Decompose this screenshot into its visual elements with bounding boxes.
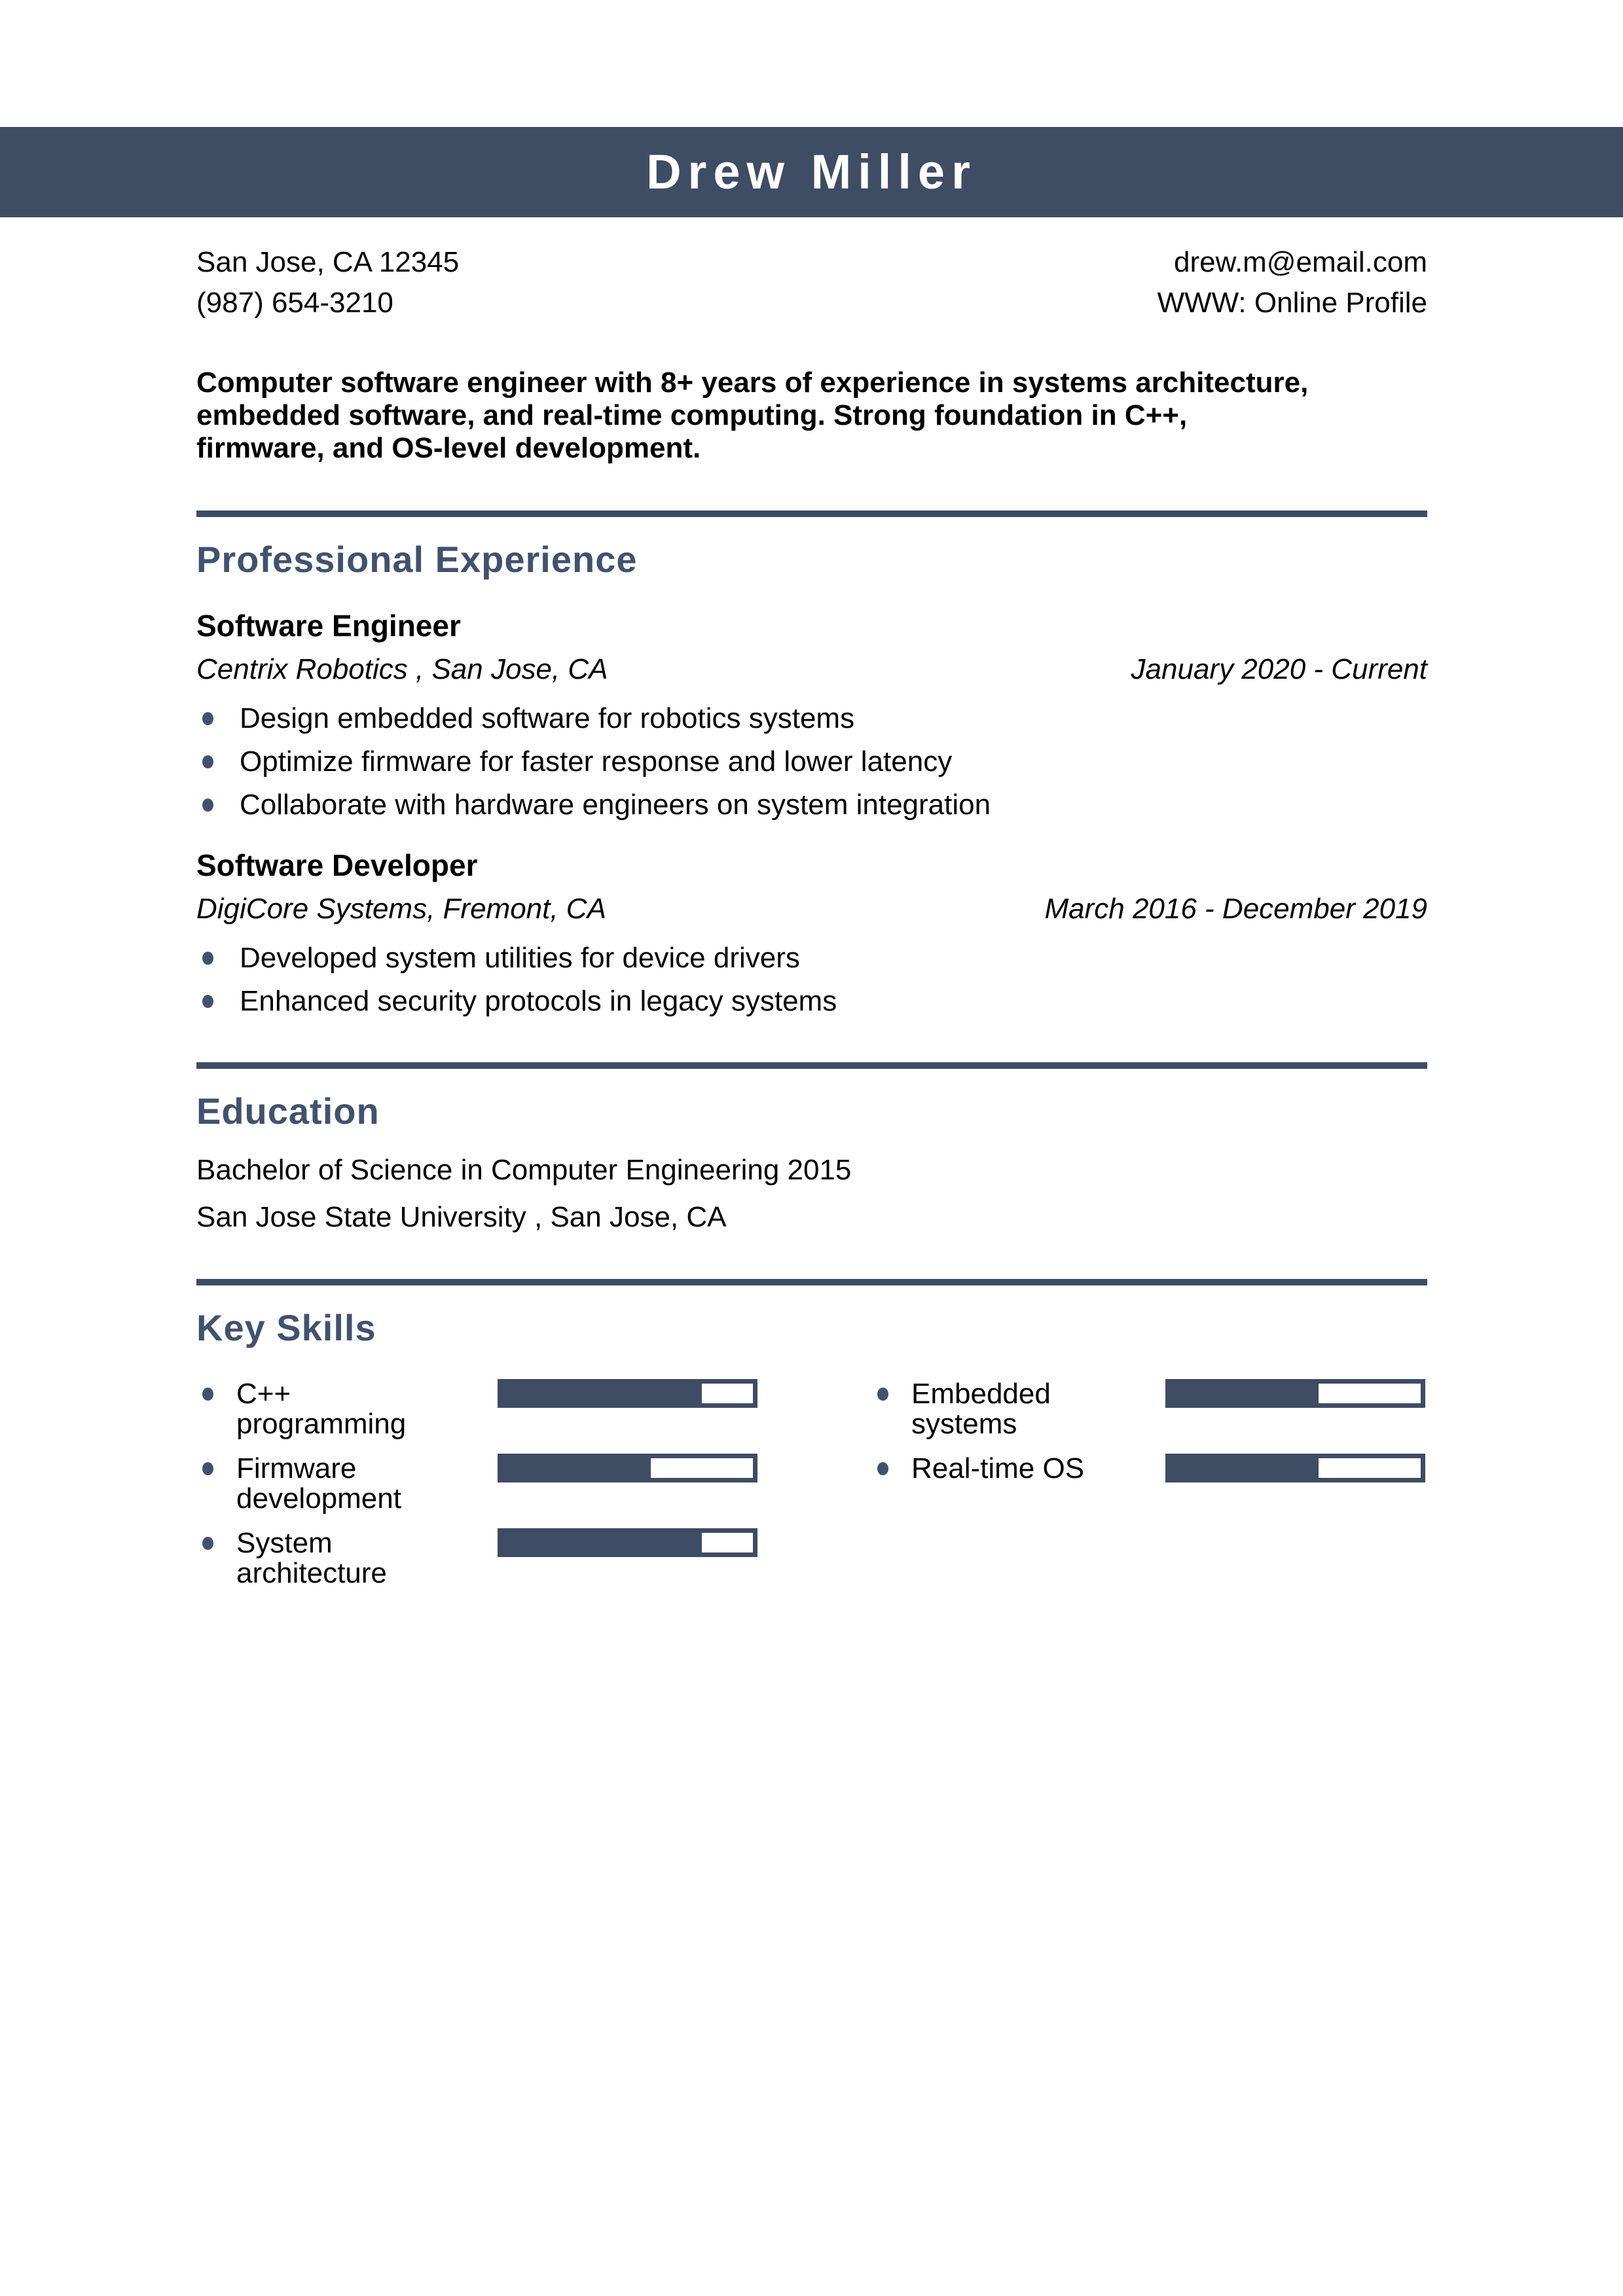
professional-summary: Computer software engineer with 8+ years of experience in systems architecture, embedded software, and real-time computing. Strong foundation in C++, firmware, and OS-level development. bbox=[196, 367, 1309, 464]
job-meta-row bbox=[196, 892, 1427, 926]
bullet-dot bbox=[877, 1388, 888, 1401]
bullet-dot bbox=[877, 1462, 888, 1475]
job-entry bbox=[196, 608, 1427, 820]
contact-phone: (987) 654-3210 bbox=[196, 287, 393, 319]
contact-website: WWW: Online Profile bbox=[1157, 287, 1427, 319]
skill-item bbox=[871, 1454, 1425, 1484]
section-title-education: Education bbox=[196, 1090, 380, 1132]
job-company: Centrix Robotics , San Jose, CA bbox=[196, 653, 608, 685]
job-bullet bbox=[196, 943, 1427, 973]
bullet-dot bbox=[202, 798, 213, 812]
job-title: Software Developer bbox=[196, 848, 478, 882]
job-bullet bbox=[196, 790, 1427, 820]
bullet-text: Developed system utilities for device drivers bbox=[240, 942, 800, 974]
skill-bar bbox=[1165, 1454, 1425, 1482]
skill-item bbox=[196, 1454, 757, 1514]
job-dates: March 2016 - December 2019 bbox=[1044, 893, 1427, 925]
bullet-text: Design embedded software for robotics systems bbox=[240, 702, 855, 734]
job-meta-row bbox=[196, 653, 1427, 687]
bullet-dot bbox=[202, 1462, 213, 1475]
job-bullet-list bbox=[196, 704, 1427, 820]
skill-item bbox=[196, 1528, 757, 1588]
bullet-dot bbox=[202, 1388, 213, 1401]
skill-label: System architecture bbox=[236, 1527, 387, 1589]
bullet-text: Collaborate with hardware engineers on system integration bbox=[240, 789, 991, 821]
job-bullet bbox=[196, 747, 1427, 777]
name-banner bbox=[0, 127, 1623, 217]
skill-bar-remainder bbox=[1319, 1384, 1421, 1403]
section-title-skills: Key Skills bbox=[196, 1307, 376, 1348]
job-bullet bbox=[196, 986, 1427, 1016]
skill-bar bbox=[498, 1454, 757, 1482]
job-company: DigiCore Systems, Fremont, CA bbox=[196, 893, 606, 925]
skill-item bbox=[196, 1379, 757, 1439]
skill-bar bbox=[498, 1528, 757, 1557]
bullet-dot bbox=[202, 995, 213, 1008]
bullet-dot bbox=[202, 712, 213, 725]
section-divider bbox=[196, 1062, 1427, 1069]
bullet-text: Optimize firmware for faster response and lower latency bbox=[240, 745, 953, 778]
bullet-text: Enhanced security protocols in legacy systems bbox=[240, 985, 837, 1017]
bullet-dot bbox=[202, 1537, 213, 1550]
skill-item bbox=[871, 1379, 1425, 1439]
contact-left-column bbox=[196, 242, 459, 323]
contact-right-column bbox=[1158, 242, 1427, 323]
section-divider bbox=[196, 1279, 1427, 1285]
skill-bar bbox=[498, 1379, 757, 1408]
skill-label: Firmware development bbox=[236, 1452, 401, 1515]
skill-bar-remainder bbox=[702, 1384, 753, 1403]
skill-bar-remainder bbox=[702, 1533, 753, 1552]
skills-column-left bbox=[196, 1379, 757, 1603]
job-dates: January 2020 - Current bbox=[1131, 653, 1427, 685]
contact-address: San Jose, CA 12345 bbox=[196, 246, 460, 278]
skill-label: Real-time OS bbox=[911, 1452, 1085, 1484]
education-degree: Bachelor of Science in Computer Engineering 2015 bbox=[196, 1154, 852, 1186]
skills-column-right bbox=[871, 1379, 1425, 1603]
candidate-name: Drew Miller bbox=[646, 145, 977, 199]
job-entry bbox=[196, 848, 1427, 1016]
contact-section bbox=[196, 242, 1427, 323]
skill-label: C++ programming bbox=[236, 1378, 407, 1440]
job-title: Software Engineer bbox=[196, 609, 461, 643]
bullet-dot bbox=[202, 755, 213, 768]
education-school: San Jose State University , San Jose, CA bbox=[196, 1201, 727, 1233]
skills-grid bbox=[196, 1379, 1427, 1603]
contact-email: drew.m@email.com bbox=[1174, 246, 1427, 278]
job-bullet-list bbox=[196, 943, 1427, 1016]
skill-bar-remainder bbox=[651, 1458, 753, 1478]
skill-label: Embedded systems bbox=[911, 1378, 1051, 1440]
job-bullet bbox=[196, 704, 1427, 734]
section-divider bbox=[196, 511, 1427, 517]
skill-bar-remainder bbox=[1319, 1458, 1421, 1478]
skill-bar bbox=[1165, 1379, 1425, 1408]
resume-content bbox=[0, 242, 1623, 1603]
bullet-dot bbox=[202, 952, 213, 965]
section-title-experience: Professional Experience bbox=[196, 539, 638, 580]
